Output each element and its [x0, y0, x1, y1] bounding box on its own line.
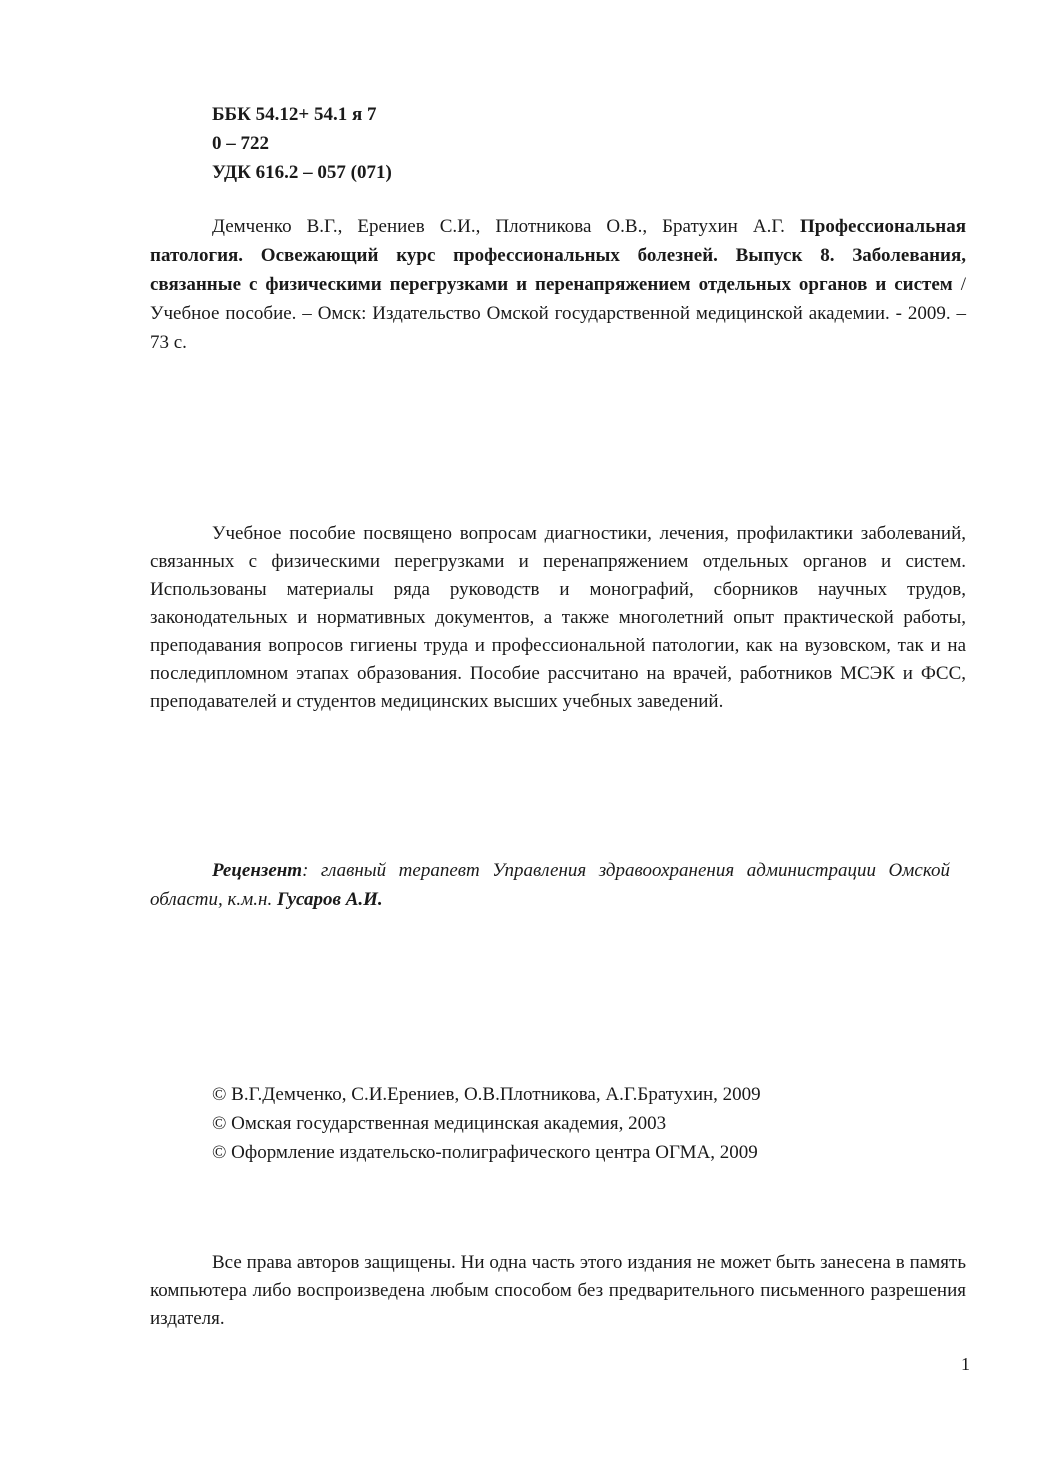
reviewer-description: : главный терапевт Управления здравоохранения администрации Омской области, к.м.н.: [150, 860, 950, 910]
page-number: 1: [961, 1354, 970, 1374]
reviewer-name: Гусаров А.И.: [276, 889, 383, 910]
annotation-paragraph: Учебное пособие посвящено вопросам диагностики, лечения, профилактики заболеваний, связанных с физическими перегрузками и перенапряжением отдельных органов и систем. Использованы материалы ряда руководств и монографий, сборников научных трудов, законодательных и нормативных документов, а также многолетний опыт практической работы, преподавания вопросов гигиены труда и профессиональной патологии, как на вузовском, так и на последипломном этапах образования. Пособие рассчитано на врачей, работников МСЭК и ФСС, преподавателей и студентов медицинских высших учебных заведений.: [150, 523, 966, 712]
bibliographic-citation: [150, 212, 966, 357]
reviewer-label: Рецензент: [212, 860, 303, 881]
classification-codes: [212, 100, 1028, 187]
citation-title: Профессиональная патология. Освежающий курс профессиональных болезней. Выпуск 8. Заболевания, связанные с физическими перегрузками и перенапряжением отдельных органов и систем: [150, 216, 966, 295]
bbk-code: ББК 54.12+ 54.1 я 7: [212, 104, 377, 125]
author-mark: 0 – 722: [212, 133, 269, 154]
citation-publication: / Учебное пособие. – Омск: Издательство Омской государственной медицинской академии. - 2009. – 73 с.: [150, 274, 966, 353]
citation-authors: Демченко В.Г., Ерениев С.И., Плотникова О.В., Братухин А.Г.: [212, 216, 785, 237]
copyright-line: © Оформление издательско-полиграфического центра ОГМА, 2009: [212, 1142, 758, 1163]
copyright-line: © Омская государственная медицинская академия, 2003: [212, 1113, 667, 1134]
udk-code: УДК 616.2 – 057 (071): [212, 162, 392, 183]
reviewer-paragraph: [150, 856, 950, 914]
rights-paragraph: Все права авторов защищены. Ни одна часть этого издания не может быть занесена в память компьютера либо воспроизведена любым способом без предварительного письменного разрешения издателя.: [150, 1252, 966, 1329]
copyright-line: © В.Г.Демченко, С.И.Ерениев, О.В.Плотникова, А.Г.Братухин, 2009: [212, 1084, 761, 1105]
copyright-notices: [212, 1080, 1028, 1167]
